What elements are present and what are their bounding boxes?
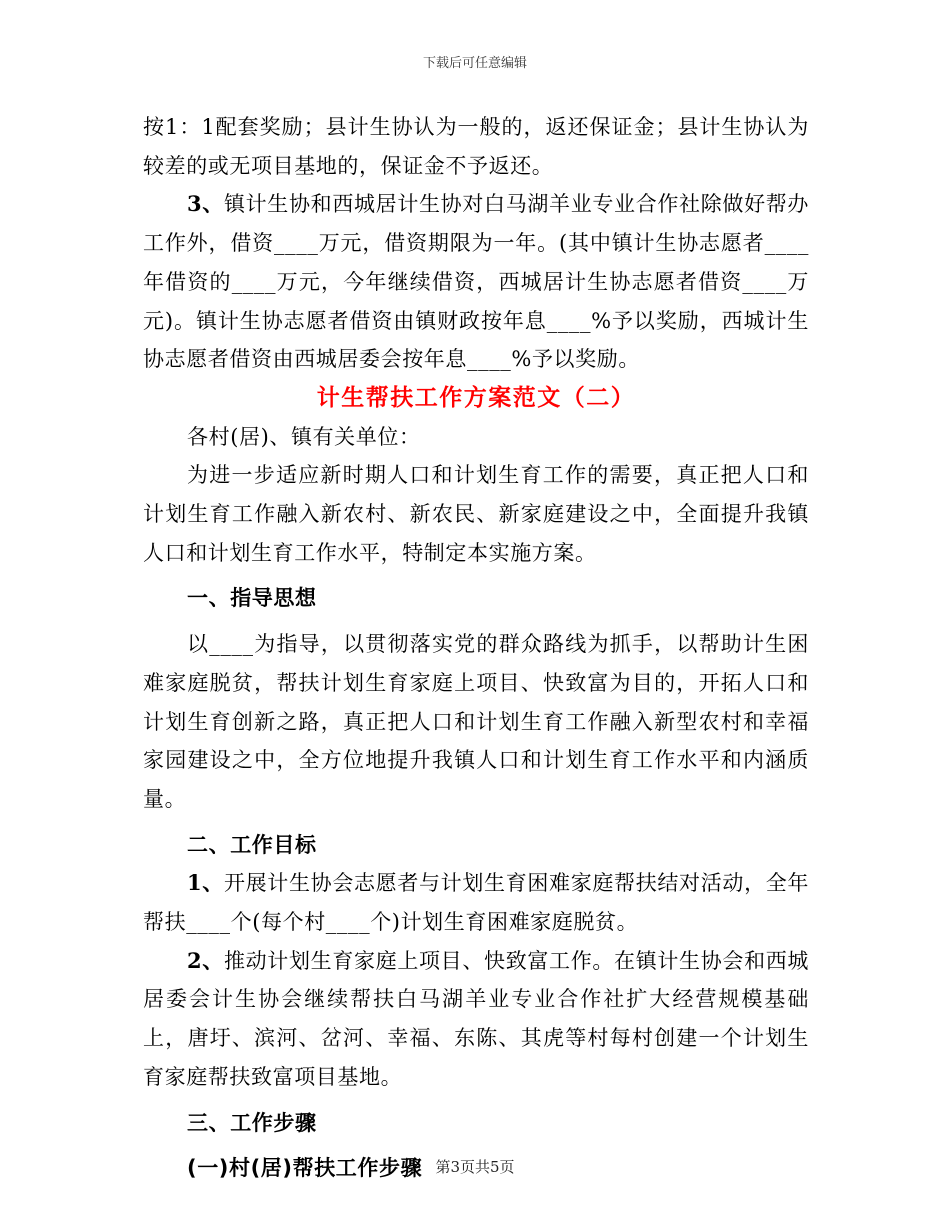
- document-body: [143, 108, 809, 1188]
- section-title: 计生帮扶工作方案范文（二）: [316, 384, 636, 411]
- paragraph-text: 开展计生协会志愿者与计划生育困难家庭帮扶结对活动，全年帮扶____个(每个村____个)计划生育困难家庭脱贫。: [143, 871, 810, 935]
- heading-guiding-ideology: 一、指导思想: [187, 586, 317, 611]
- page-header: 下载后可任意编辑: [422, 56, 527, 71]
- paragraph-intro: 为进一步适应新时期人口和计划生育工作的需要，真正把人口和计划生育工作融入新农村、新农民、新家庭建设之中，全面提升我镇人口和计划生育工作水平，特制定本实施方案。: [143, 463, 809, 565]
- paragraph-text: 镇计生协和西城居计生协对白马湖羊业专业合作社除做好帮办工作外，借资____万元，借资期限为一年。(其中镇计生协志愿者____年借资的____万元，今年继续借资，西城居计生协志愿者借资____万元)。镇计生协志愿者借资由镇财政按年息____%予以奖励，西城计生协志愿者借资由西城居委会按年息____%予以奖励。: [143, 192, 810, 372]
- item-number: 2、: [187, 947, 224, 973]
- paragraph-guiding-ideology: 以____为指导，以贯彻落实党的群众路线为抓手，以帮助计生困难家庭脱贫，帮扶计划生育家庭上项目、快致富为目的，开拓人口和计划生育创新之路，真正把人口和计划生育工作融入新型农村和幸福家园建设之中，全方位地提升我镇人口和计划生育工作水平和内涵质量。: [143, 632, 809, 811]
- heading-work-steps: 三、工作步骤: [187, 1110, 317, 1135]
- heading-work-goals: 二、工作目标: [187, 832, 317, 857]
- item-number: 1、: [187, 870, 224, 896]
- paragraph-text: 推动计划生育家庭上项目、快致富工作。在镇计生协会和西城居委会计生协会继续帮扶白马湖羊业专业合作社扩大经营规模基础上，唐圩、滨河、岔河、幸福、东陈、其虎等村每村创建一个计划生育家庭帮扶致富项目基地。: [143, 948, 810, 1089]
- heading-village-steps: (一)村(居)帮扶工作步骤: [187, 1156, 423, 1181]
- paragraph-loan-support: [143, 185, 809, 379]
- item-number: 3、: [187, 191, 224, 217]
- paragraph-goal-2: [143, 942, 809, 1097]
- page-footer: 第3页共5页: [435, 1158, 515, 1176]
- paragraph-reward-terms: 按1：1配套奖励；县计生协认为一般的，返还保证金；县计生协认为较差的或无项目基地的，保证金不予返还。: [143, 115, 809, 178]
- salutation: 各村(居)、镇有关单位：: [187, 424, 421, 449]
- paragraph-goal-1: [143, 864, 809, 941]
